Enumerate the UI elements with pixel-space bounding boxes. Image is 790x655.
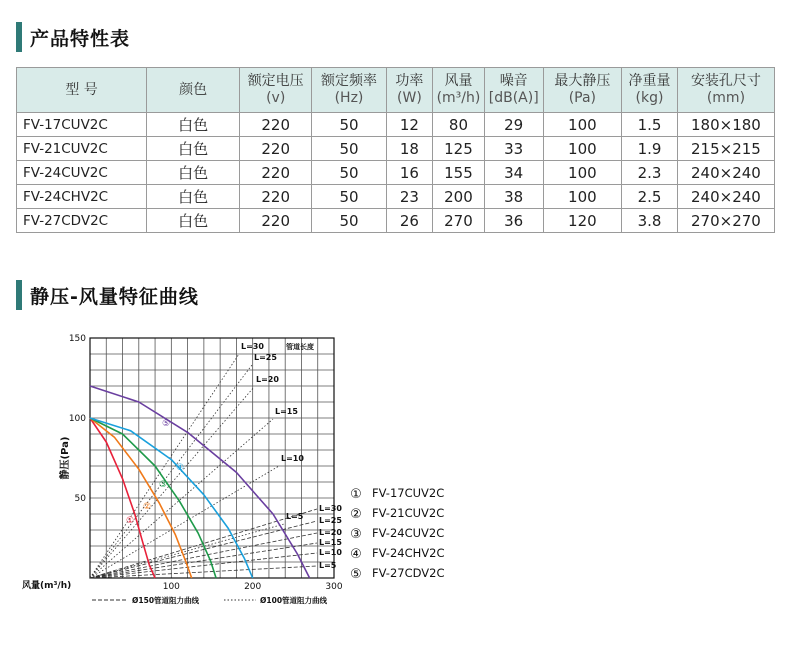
duct-curve-100 — [90, 524, 284, 578]
column-header — [312, 68, 386, 113]
table-cell: 215×215 — [677, 137, 774, 161]
duct-length-label: L=15 — [319, 538, 342, 547]
column-header-name: 风量 — [444, 73, 473, 89]
column-header-unit: (W) — [397, 90, 422, 106]
footnote-150: Ø150管道阻力曲线 — [132, 596, 200, 605]
pressure-flow-chart — [0, 320, 790, 620]
spec-table-body — [17, 113, 775, 233]
column-header — [622, 68, 678, 113]
column-header — [240, 68, 312, 113]
table-cell: 12 — [386, 113, 432, 137]
table-cell: 3.8 — [622, 209, 678, 233]
table-cell: 16 — [386, 161, 432, 185]
column-header-name: 额定电压 — [247, 73, 304, 89]
table-cell: 125 — [433, 137, 485, 161]
column-header-name: 净重量 — [628, 73, 671, 89]
table-cell: 155 — [433, 161, 485, 185]
table-row — [17, 113, 775, 137]
duct-curve-100 — [90, 466, 279, 578]
table-cell: 50 — [312, 137, 386, 161]
table-cell: 50 — [312, 113, 386, 137]
legend-label: FV-24CHV2C — [372, 546, 445, 560]
duct-length-label: L=20 — [256, 375, 279, 384]
legend-marker: ③ — [350, 527, 362, 542]
table-cell: 34 — [484, 161, 543, 185]
legend-label: FV-27CDV2C — [372, 566, 445, 580]
table-cell: 200 — [433, 185, 485, 209]
table-cell: 50 — [312, 161, 386, 185]
table-cell: 100 — [543, 185, 621, 209]
table-cell: 23 — [386, 185, 432, 209]
column-header-name: 型 号 — [65, 81, 98, 98]
legend-marker: ① — [350, 487, 362, 502]
model-cell: FV-21CUV2C — [17, 137, 147, 161]
table-cell: 100 — [543, 113, 621, 137]
column-header-unit: (Hz) — [334, 90, 364, 106]
duct-length-label: L=30 — [241, 342, 264, 351]
table-cell: 80 — [433, 113, 485, 137]
table-cell: 36 — [484, 209, 543, 233]
table-cell: 白色 — [147, 185, 240, 209]
column-header-name: 安装孔尺寸 — [690, 73, 761, 89]
table-cell: 50 — [312, 185, 386, 209]
table-cell: 2.5 — [622, 185, 678, 209]
model-cell: FV-24CUV2C — [17, 161, 147, 185]
column-header-unit: (m³/h) — [436, 90, 481, 106]
fan-curve-marker: ③ — [158, 480, 168, 490]
table-cell: 120 — [543, 209, 621, 233]
table-cell: 220 — [240, 113, 312, 137]
fan-curve-marker: ④ — [175, 463, 185, 473]
section-title-text: 静压-风量特征曲线 — [30, 285, 199, 308]
section-accent-bar — [16, 22, 22, 52]
y-tick-label: 50 — [74, 494, 86, 504]
table-cell: 白色 — [147, 161, 240, 185]
table-row — [17, 209, 775, 233]
column-header-unit: (Pa) — [568, 90, 597, 106]
table-cell: 29 — [484, 113, 543, 137]
model-cell: FV-27CDV2C — [17, 209, 147, 233]
duct-length-label: L=5 — [319, 561, 337, 570]
duct-length-label: L=20 — [319, 528, 342, 537]
column-header-name: 功率 — [395, 73, 424, 89]
table-cell: 220 — [240, 209, 312, 233]
section-title-text: 产品特性表 — [30, 27, 131, 50]
table-cell: 240×240 — [677, 161, 774, 185]
x-tick-label: 300 — [325, 582, 343, 592]
column-header — [484, 68, 543, 113]
table-cell: 1.9 — [622, 137, 678, 161]
table-cell: 白色 — [147, 137, 240, 161]
duct-length-label: L=5 — [286, 512, 304, 521]
legend-marker: ⑤ — [350, 567, 362, 582]
table-cell: 白色 — [147, 113, 240, 137]
table-cell: 180×180 — [677, 113, 774, 137]
column-header-name: 颜色 — [179, 81, 208, 98]
table-cell: 220 — [240, 137, 312, 161]
column-header-name: 额定频率 — [321, 73, 377, 89]
duct-length-title: 管道长度 — [286, 343, 314, 351]
y-tick-label: 150 — [68, 334, 86, 344]
column-header — [17, 68, 147, 113]
duct-curve-100 — [90, 387, 254, 578]
table-cell: 26 — [386, 209, 432, 233]
x-tick-label: 100 — [162, 582, 180, 592]
table-row — [17, 161, 775, 185]
column-header-unit: (mm) — [706, 90, 746, 106]
table-cell: 18 — [386, 137, 432, 161]
fan-curve-marker: ① — [125, 516, 135, 526]
table-row — [17, 137, 775, 161]
table-cell: 270 — [433, 209, 485, 233]
table-cell: 白色 — [147, 209, 240, 233]
footnote-100: Ø100管道阻力曲线 — [260, 596, 328, 605]
x-tick-label: 200 — [244, 582, 262, 592]
legend-label: FV-21CUV2C — [372, 506, 445, 520]
duct-length-label: L=25 — [319, 516, 342, 525]
fan-curve-marker: ⑤ — [161, 419, 171, 429]
column-header — [677, 68, 774, 113]
column-header — [386, 68, 432, 113]
column-header — [147, 68, 240, 113]
table-cell: 270×270 — [677, 209, 774, 233]
duct-length-label: L=15 — [275, 407, 298, 416]
table-cell: 1.5 — [622, 113, 678, 137]
table-cell: 38 — [484, 185, 543, 209]
model-cell: FV-24CHV2C — [17, 185, 147, 209]
table-cell: 33 — [484, 137, 543, 161]
column-header-unit: [dB(A)] — [488, 90, 539, 106]
legend-label: FV-17CUV2C — [372, 486, 445, 500]
duct-length-label: L=25 — [254, 353, 277, 362]
duct-length-label: L=30 — [319, 504, 342, 513]
table-cell: 100 — [543, 137, 621, 161]
table-row — [17, 185, 775, 209]
section-title-spec — [16, 22, 130, 52]
column-header-name: 噪音 — [499, 73, 528, 89]
column-header-name: 最大静压 — [554, 73, 611, 89]
column-header — [543, 68, 621, 113]
spec-table-header — [17, 68, 775, 113]
legend-marker: ② — [350, 507, 362, 522]
y-tick-label: 100 — [68, 414, 86, 424]
legend-marker: ④ — [350, 547, 362, 562]
table-cell: 2.3 — [622, 161, 678, 185]
table-cell: 220 — [240, 161, 312, 185]
column-header-unit: (v) — [266, 90, 286, 106]
column-header-unit: (kg) — [635, 90, 664, 106]
table-cell: 100 — [543, 161, 621, 185]
y-axis-label: 静压(Pa) — [60, 436, 71, 480]
legend-label: FV-24CUV2C — [372, 526, 445, 540]
spec-table — [16, 67, 775, 233]
fan-curve-marker: ② — [142, 502, 152, 512]
duct-length-label: L=10 — [281, 454, 304, 463]
duct-length-label: L=10 — [319, 548, 342, 557]
table-cell: 50 — [312, 209, 386, 233]
column-header — [433, 68, 485, 113]
section-title-curve — [16, 280, 199, 310]
x-axis-label: 风量(m³/h) — [22, 581, 72, 591]
table-cell: 240×240 — [677, 185, 774, 209]
table-cell: 220 — [240, 185, 312, 209]
section-accent-bar — [16, 280, 22, 310]
model-cell: FV-17CUV2C — [17, 113, 147, 137]
